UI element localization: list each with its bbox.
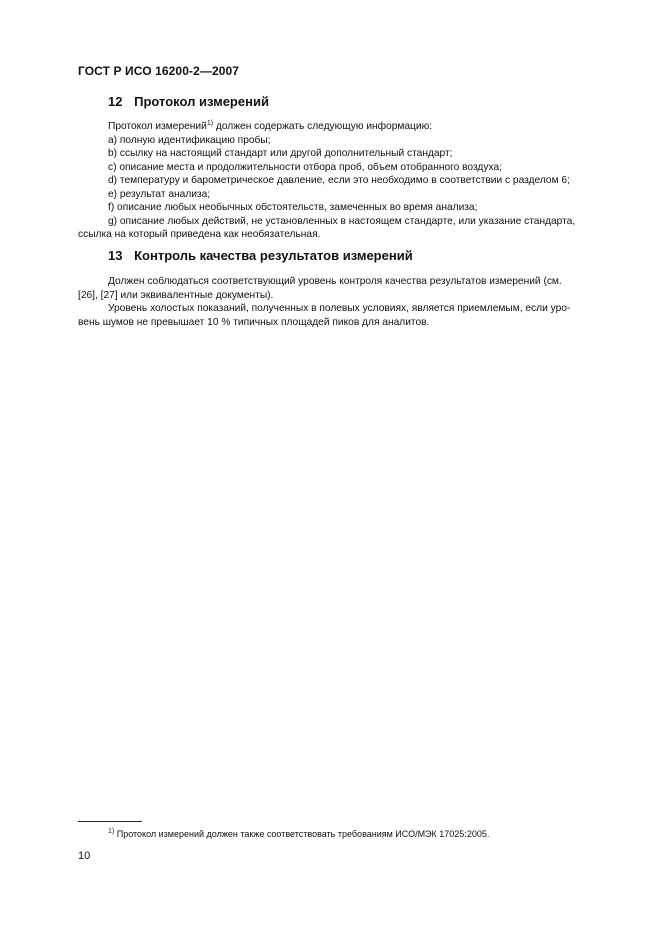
list-item-e: e) результат анализа; <box>108 188 211 200</box>
footnote <box>108 829 489 839</box>
section-13-p2-line2: вень шумов не превышает 10 % типичных площадей пиков для аналитов. <box>78 316 430 328</box>
section-12-heading <box>108 94 269 109</box>
section-13-p1-line1: Должен соблюдаться соответствующий уровень контроля качества результатов измерений (см. <box>108 276 562 287</box>
section-12-body <box>78 120 614 242</box>
list-item-d: d) температуру и барометрическое давление, если это необходимо в соответствии с разделом 6; <box>108 175 570 186</box>
footnote-marker: 1) <box>108 828 115 835</box>
list-item-f: f) описание любых необычных обстоятельств, замеченных во время анализа; <box>108 202 478 213</box>
section-13-number: 13 <box>108 248 123 263</box>
list-item-g: g) описание любых действий, не установленных в настоящем стандарте, или указание стандарта, <box>108 215 576 227</box>
section-13-heading <box>108 248 413 263</box>
list-item-a: a) полную идентификацию пробы; <box>108 134 271 146</box>
section-12-intro: Протокол измерений$^{1)}$ должен содержать следующую информацию: <box>108 120 433 132</box>
footnote-text: Протокол измерений должен также соответствовать требованиям ИСО/МЭК 17025:2005. <box>114 829 490 839</box>
section-12-title: Протокол измерений <box>134 94 269 109</box>
document-header: ГОСТ Р ИСО 16200-2—2007 <box>78 64 240 78</box>
section-13-body <box>78 275 614 329</box>
section-13-title: Контроль качества результатов измерений <box>134 248 413 263</box>
list-item-b: b) ссылку на настоящий стандарт или другой дополнительный стандарт; <box>108 148 453 159</box>
list-item-g-continuation: ссылка на который приведена как необязательная. <box>78 229 321 240</box>
section-13-p1-line2: [26], [27] или эквивалентные документы). <box>78 289 274 301</box>
section-12-number: 12 <box>108 94 123 109</box>
section-13-p2-line1: Уровень холостых показаний, полученных в полевых условиях, является приемлемым, если уро- <box>108 303 571 314</box>
footnote-ref: 1) <box>206 120 214 127</box>
footnote-divider <box>78 821 142 822</box>
list-item-c: c) описание места и продолжительности отбора проб, объем отобранного воздуха; <box>108 161 502 173</box>
page-number: 10 <box>78 850 91 862</box>
